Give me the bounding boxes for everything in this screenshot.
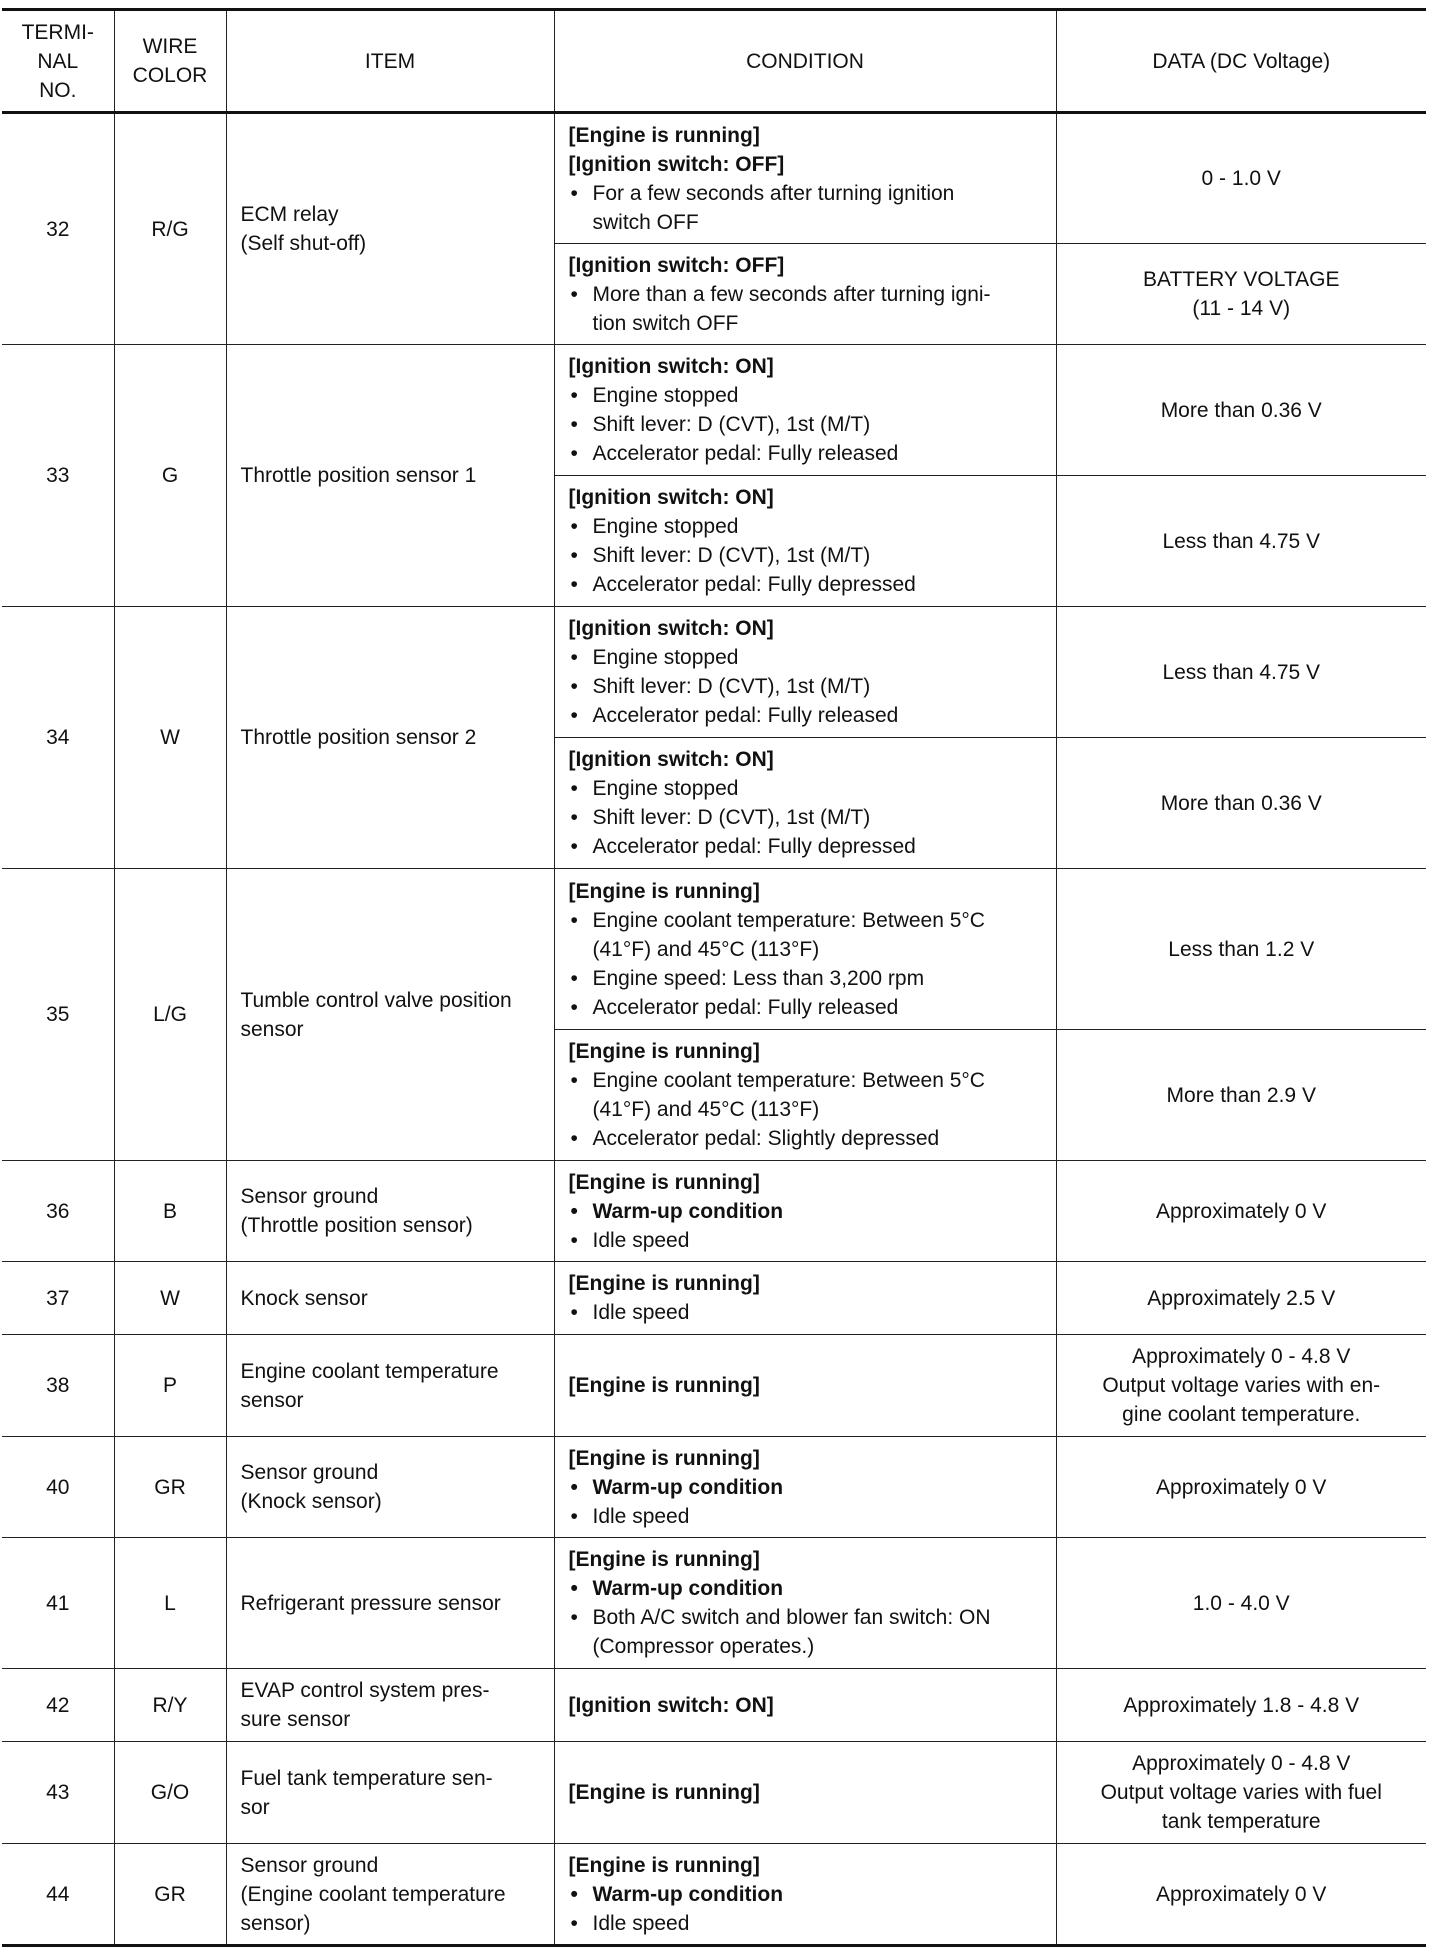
wire-color-cell: GR xyxy=(114,1437,226,1538)
item-cell: Fuel tank temperature sen- sor xyxy=(226,1742,554,1844)
condition-cell: [Engine is running] • Engine coolant temperature: Between 5°C (41°F) and 45°C (113°F) • Accelerator pedal: Slightly depressed xyxy=(554,1030,1056,1161)
table-row xyxy=(2,113,1426,244)
condition-cell: [Ignition switch: ON] • Engine stopped • Shift lever: D (CVT), 1st (M/T) • Accelerator pedal: Fully depressed xyxy=(554,738,1056,869)
wire-color-cell: G/O xyxy=(114,1742,226,1844)
wire-color-cell: W xyxy=(114,607,226,869)
condition-cell: [Ignition switch: ON] • Engine stopped • Shift lever: D (CVT), 1st (M/T) • Accelerator pedal: Fully released xyxy=(554,607,1056,738)
data-cell: Approximately 0 V xyxy=(1056,1844,1426,1946)
data-cell: Approximately 0 V xyxy=(1056,1437,1426,1538)
data-cell: Approximately 2.5 V xyxy=(1056,1262,1426,1335)
condition-cell: [Engine is running] • Warm-up condition • Idle speed xyxy=(554,1844,1056,1946)
table-row xyxy=(2,1161,1426,1262)
terminal-cell: 33 xyxy=(2,345,114,607)
item-cell: Throttle position sensor 2 xyxy=(226,607,554,869)
item-cell: Sensor ground (Engine coolant temperature sensor) xyxy=(226,1844,554,1946)
data-cell: 0 - 1.0 V xyxy=(1056,113,1426,244)
terminal-cell: 32 xyxy=(2,113,114,345)
wire-color-cell: L xyxy=(114,1538,226,1669)
wire-color-cell: G xyxy=(114,345,226,607)
wire-color-cell: W xyxy=(114,1262,226,1335)
header-item: ITEM xyxy=(226,10,554,113)
data-cell: 1.0 - 4.0 V xyxy=(1056,1538,1426,1669)
item-cell: Tumble control valve position sensor xyxy=(226,869,554,1161)
table-row xyxy=(2,869,1426,1030)
condition-cell: [Engine is running] • Warm-up condition • Idle speed xyxy=(554,1161,1056,1262)
terminal-cell: 36 xyxy=(2,1161,114,1262)
condition-cell: [Ignition switch: ON] • Engine stopped • Shift lever: D (CVT), 1st (M/T) • Accelerator pedal: Fully depressed xyxy=(554,476,1056,607)
table-row xyxy=(2,1538,1426,1669)
data-cell: More than 0.36 V xyxy=(1056,738,1426,869)
wire-color-cell: L/G xyxy=(114,869,226,1161)
terminal-cell: 44 xyxy=(2,1844,114,1946)
data-cell: BATTERY VOLTAGE (11 - 14 V) xyxy=(1056,244,1426,345)
header-wire-color: WIRE COLOR xyxy=(114,10,226,113)
item-cell: Refrigerant pressure sensor xyxy=(226,1538,554,1669)
item-cell: Throttle position sensor 1 xyxy=(226,345,554,607)
item-cell: Sensor ground (Throttle position sensor) xyxy=(226,1161,554,1262)
data-cell: Approximately 0 - 4.8 V Output voltage varies with fuel tank temperature xyxy=(1056,1742,1426,1844)
condition-cell: [Engine is running] xyxy=(554,1335,1056,1437)
condition-cell: [Engine is running] • Warm-up condition • Idle speed xyxy=(554,1437,1056,1538)
table-row xyxy=(2,345,1426,476)
terminal-cell: 42 xyxy=(2,1669,114,1742)
header-data: DATA (DC Voltage) xyxy=(1056,10,1426,113)
data-cell: More than 0.36 V xyxy=(1056,345,1426,476)
table-row xyxy=(2,1437,1426,1538)
data-cell: Less than 4.75 V xyxy=(1056,607,1426,738)
data-cell: Less than 1.2 V xyxy=(1056,869,1426,1030)
condition-cell: [Ignition switch: ON] • Engine stopped • Shift lever: D (CVT), 1st (M/T) • Accelerator pedal: Fully released xyxy=(554,345,1056,476)
header-row xyxy=(2,10,1426,113)
wire-color-cell: R/Y xyxy=(114,1669,226,1742)
terminal-cell: 34 xyxy=(2,607,114,869)
item-cell: EVAP control system pres- sure sensor xyxy=(226,1669,554,1742)
table-row xyxy=(2,1742,1426,1844)
ecm-terminal-table xyxy=(2,8,1426,1947)
terminal-cell: 37 xyxy=(2,1262,114,1335)
data-cell: Approximately 0 - 4.8 V Output voltage varies with en- gine coolant temperature. xyxy=(1056,1335,1426,1437)
table-row xyxy=(2,607,1426,738)
terminal-cell: 41 xyxy=(2,1538,114,1669)
condition-cell: [Ignition switch: OFF] • More than a few seconds after turning igni- tion switch OFF xyxy=(554,244,1056,345)
data-cell: Approximately 1.8 - 4.8 V xyxy=(1056,1669,1426,1742)
terminal-cell: 38 xyxy=(2,1335,114,1437)
condition-cell: [Ignition switch: ON] xyxy=(554,1669,1056,1742)
data-cell: Approximately 0 V xyxy=(1056,1161,1426,1262)
header-terminal-no: TERMI- NAL NO. xyxy=(2,10,114,113)
condition-cell: [Engine is running] • Idle speed xyxy=(554,1262,1056,1335)
terminal-cell: 40 xyxy=(2,1437,114,1538)
item-cell: Engine coolant temperature sensor xyxy=(226,1335,554,1437)
header-condition: CONDITION xyxy=(554,10,1056,113)
wire-color-cell: GR xyxy=(114,1844,226,1946)
wire-color-cell: P xyxy=(114,1335,226,1437)
terminal-cell: 43 xyxy=(2,1742,114,1844)
terminal-cell: 35 xyxy=(2,869,114,1161)
item-cell: ECM relay (Self shut-off) xyxy=(226,113,554,345)
condition-cell: [Engine is running] • Engine coolant temperature: Between 5°C (41°F) and 45°C (113°F) • Engine speed: Less than 3,200 rpm • Accelerator pedal: Fully released xyxy=(554,869,1056,1030)
item-cell: Sensor ground (Knock sensor) xyxy=(226,1437,554,1538)
data-cell: Less than 4.75 V xyxy=(1056,476,1426,607)
table-row xyxy=(2,1844,1426,1946)
condition-cell: [Engine is running] [Ignition switch: OFF] • For a few seconds after turning ignition switch OFF xyxy=(554,113,1056,244)
condition-cell: [Engine is running] xyxy=(554,1742,1056,1844)
table-row xyxy=(2,1262,1426,1335)
wire-color-cell: R/G xyxy=(114,113,226,345)
table-row xyxy=(2,1669,1426,1742)
item-cell: Knock sensor xyxy=(226,1262,554,1335)
data-cell: More than 2.9 V xyxy=(1056,1030,1426,1161)
condition-cell: [Engine is running] • Warm-up condition • Both A/C switch and blower fan switch: ON (Compressor operates.) xyxy=(554,1538,1056,1669)
wire-color-cell: B xyxy=(114,1161,226,1262)
table-row xyxy=(2,1335,1426,1437)
